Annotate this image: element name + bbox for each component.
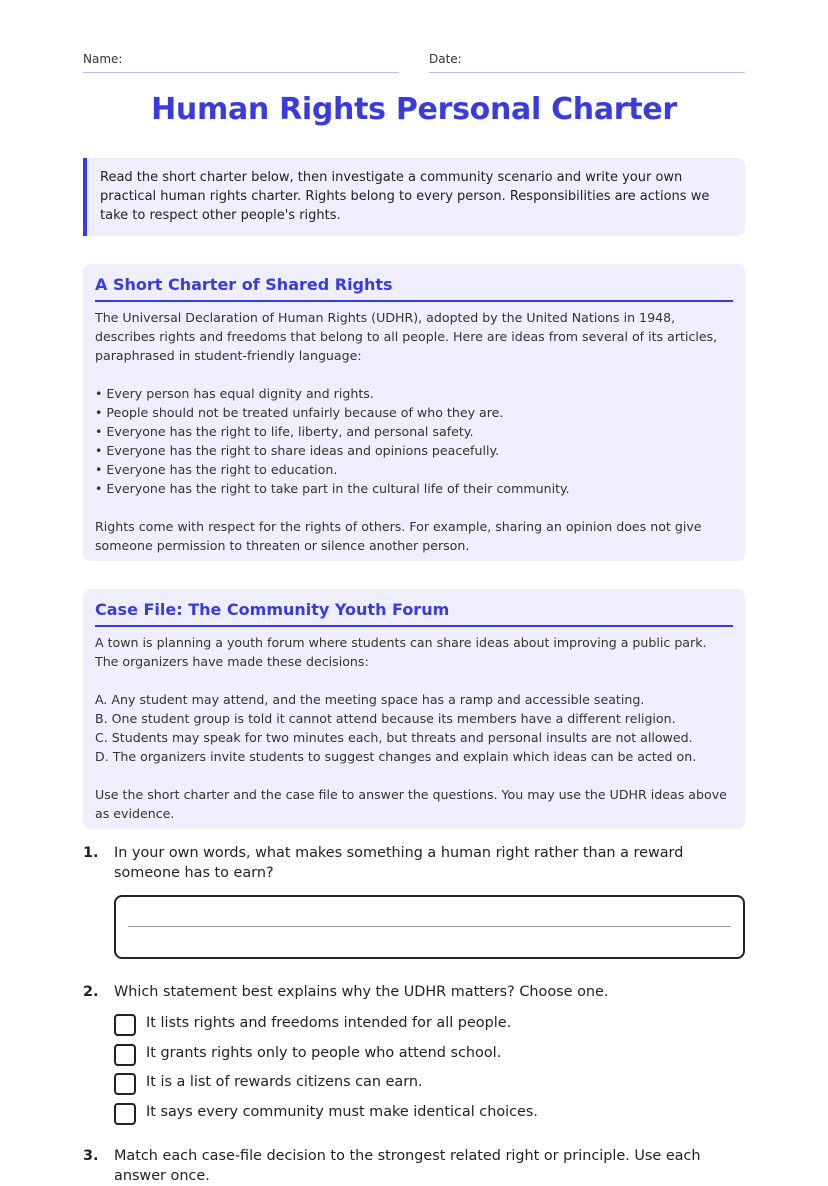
date-label: Date: [429, 52, 462, 66]
list-item: D. The organizers invite students to suggest changes and explain which ideas can be acted on. [95, 749, 697, 764]
checkbox[interactable] [114, 1014, 136, 1036]
answer-box[interactable] [114, 895, 745, 959]
intro-callout: Read the short charter below, then investigate a community scenario and write your own practical human rights charter. Rights belong to every person. Responsibilities are actions we take to respect other people's rights. [83, 158, 745, 236]
date-field[interactable] [429, 52, 745, 73]
list-item: • Every person has equal dignity and rights. [95, 386, 374, 401]
option-label: It is a list of rewards citizens can earn. [146, 1074, 423, 1090]
casefile-lead: A town is planning a youth forum where students can share ideas about improving a public park. The organizers have made these decisions: [95, 635, 707, 669]
charter-panel [83, 264, 745, 561]
question-text: In your own words, what makes something a human right rather than a reward someone has to earn? [114, 845, 684, 881]
casefile-panel [83, 589, 745, 829]
question-number: 2. [83, 984, 99, 1000]
option-label: It says every community must make identical choices. [146, 1104, 538, 1120]
charter-heading: A Short Charter of Shared Rights [95, 273, 733, 302]
question-number: 1. [83, 845, 99, 861]
question-number: 3. [83, 1148, 99, 1164]
question-text: Which statement best explains why the UDHR matters? Choose one. [114, 984, 609, 1000]
list-item: • Everyone has the right to share ideas and opinions peacefully. [95, 443, 500, 458]
list-item: C. Students may speak for two minutes each, but threats and personal insults are not allowed. [95, 730, 693, 745]
charter-closing: Rights come with respect for the rights of others. For example, sharing an opinion does not give someone permission to threaten or silence another person. [95, 519, 702, 553]
list-item: A. Any student may attend, and the meeting space has a ramp and accessible seating. [95, 692, 645, 707]
question-3 [83, 1146, 745, 1186]
charter-list [95, 384, 733, 498]
casefile-body [95, 633, 733, 823]
casefile-closing: Use the short charter and the case file to answer the questions. You may use the UDHR ideas above as evidence. [95, 787, 727, 821]
question-1 [83, 843, 745, 883]
list-item: B. One student group is told it cannot attend because its members have a different religion. [95, 711, 676, 726]
page-title: Human Rights Personal Charter [151, 92, 677, 127]
name-label: Name: [83, 52, 123, 66]
casefile-heading: Case File: The Community Youth Forum [95, 598, 733, 627]
charter-lead: The Universal Declaration of Human Rights (UDHR), adopted by the United Nations in 1948, describes rights and freedoms that belong to all people. Here are ideas from several of its articles, paraphrased in student-friendly language: [95, 310, 718, 363]
checkbox[interactable] [114, 1103, 136, 1125]
option-label: It lists rights and freedoms intended for all people. [146, 1015, 512, 1031]
list-item: • People should not be treated unfairly because of who they are. [95, 405, 504, 420]
header-row [83, 52, 745, 73]
checkbox[interactable] [114, 1044, 136, 1066]
casefile-list [95, 690, 733, 766]
option-label: It grants rights only to people who attend school. [146, 1045, 502, 1061]
question-text: Match each case-file decision to the strongest related right or principle. Use each answer once. [114, 1148, 701, 1184]
list-item: • Everyone has the right to education. [95, 462, 338, 477]
checkbox[interactable] [114, 1073, 136, 1095]
list-item: • Everyone has the right to life, liberty, and personal safety. [95, 424, 474, 439]
charter-body [95, 308, 733, 555]
answer-line [128, 926, 731, 927]
name-field[interactable] [83, 52, 399, 73]
question-2 [83, 982, 745, 1002]
list-item: • Everyone has the right to take part in the cultural life of their community. [95, 481, 570, 496]
